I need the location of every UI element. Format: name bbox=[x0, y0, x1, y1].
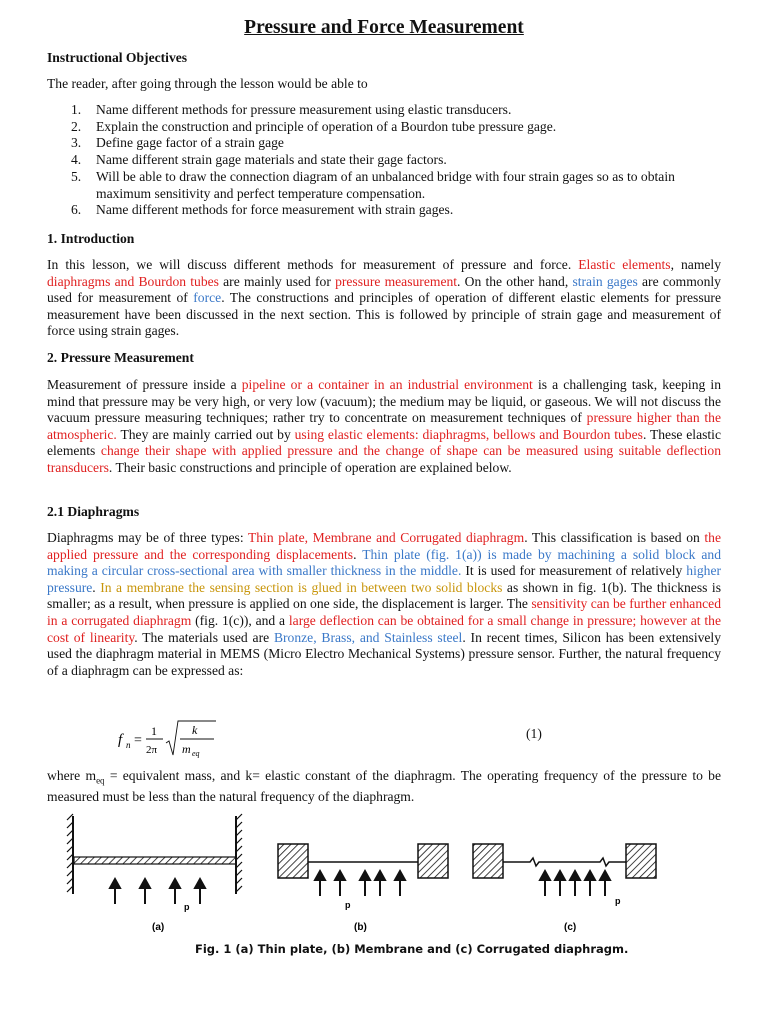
figure-caption: Fig. 1 (a) Thin plate, (b) Membrane and (c) Corrugated diaphragm. bbox=[195, 942, 629, 956]
equation-number: (1) bbox=[526, 726, 542, 741]
diaphragm-figure bbox=[60, 806, 660, 956]
figure-a-thin-plate bbox=[67, 814, 242, 933]
list-text: Name different strain gage materials and state their gage factors. bbox=[96, 152, 447, 168]
figure-c-corrugated bbox=[473, 844, 656, 933]
eq-equals: = bbox=[134, 733, 142, 748]
objectives-heading: Instructional Objectives bbox=[47, 50, 188, 65]
introduction-paragraph: In this lesson, we will discuss different methods for measurement of pressure and force. Elastic elements, namely diaphragms and Bourdon tubes are mainly used for pressure measurement. On the other hand, strain gages are commonly used for measurement of force. The constructions and principles of operation of different elastic elements for pressure measurement have been discussed in the next section. This is followed by principle of strain gage and measurement of force using strain gages. bbox=[47, 257, 721, 339]
list-item bbox=[47, 135, 727, 152]
eq-k: k bbox=[192, 723, 198, 737]
diaphragms-paragraph: Diaphragms may be of three types: Thin plate, Membrane and Corrugated diaphragm. This classification is based on the applied pressure and the corresponding displacements. Thin plate (fig. 1(a)) is made by machining a solid block and making a circular cross-sectional area with smaller thickness in the middle. It is used for measurement of relatively higher pressure. In a membrane the sensing section is glued in between two solid blocks as shown in fig. 1(b). The thickness is smaller; as a result, when pressure is applied on one side, the displacement is larger. The sensitivity can be further enhanced in a corrugated diaphragm (fig. 1(c)), and a large deflection can be obtained for a small change in pressure; however at the cost of linearity. The materials used are Bronze, Brass, and Stainless steel. In recent times, Silicon has been extensively used the diaphragm material in MEMS (Micro Electro Mechanical Systems) pressure sensor. Further, the natural frequency of a diaphragm can be expressed as: bbox=[47, 530, 722, 678]
list-number: 3. bbox=[71, 135, 82, 151]
pressure-paragraph: Measurement of pressure inside a pipeline or a container in an industrial environment is a challenging task, keeping in mind that pressure may be very high, or very low (vacuum); the medium may be liquid, or gaseous. We will not discuss the vacuum pressure measuring techniques; rather try to concentrate on measurement techniques of pressure higher than the atmospheric. They are mainly carried out by using elastic elements: diaphragms, bellows and Bourdon tubes. These elastic elements change their shape with applied pressure and the change of shape can be measured using suitable deflection transducers. Their basic constructions and principle of operation are explained below. bbox=[47, 377, 722, 475]
figure-b-membrane bbox=[278, 844, 448, 933]
list-item bbox=[47, 119, 727, 136]
eq-numerator: 1 bbox=[151, 724, 157, 738]
diaphragms-heading: 2.1 Diaphragms bbox=[47, 504, 140, 519]
pressure-label-b: p bbox=[345, 900, 351, 910]
eq-denominator: 2π bbox=[146, 744, 158, 756]
list-item bbox=[47, 102, 727, 119]
introduction-heading: 1. Introduction bbox=[47, 231, 135, 246]
page-title: Pressure and Force Measurement bbox=[244, 17, 524, 38]
list-text: Name different methods for force measurement with strain gages. bbox=[96, 202, 454, 218]
list-number: 4. bbox=[71, 152, 82, 168]
list-item bbox=[47, 202, 727, 219]
list-text: Define gage factor of a strain gage bbox=[96, 135, 284, 151]
figure-label-b: (b) bbox=[354, 922, 367, 933]
eq-m-sub: eq bbox=[192, 749, 200, 758]
list-text: Name different methods for pressure measurement using elastic transducers. bbox=[96, 102, 512, 117]
eq-lhs: f bbox=[118, 732, 123, 748]
pressure-label-c: p bbox=[615, 896, 621, 906]
list-number: 2. bbox=[71, 118, 82, 134]
list-number: 1. bbox=[71, 102, 82, 117]
list-text: Explain the construction and principle of operation of a Bourdon tube pressure gage. bbox=[96, 118, 557, 134]
list-item bbox=[47, 169, 727, 202]
objectives-intro: The reader, after going through the lesson would be able to bbox=[47, 76, 368, 91]
after-equation-paragraph: where $m_{eq}$ = equivalent mass, and k= elastic constant of the diaphragm. The operating frequency of the pressure to be measured must be less than the natural frequency of the diaphragm. bbox=[47, 768, 722, 805]
list-number: 5. bbox=[71, 168, 82, 184]
pressure-label-a: p bbox=[184, 902, 190, 912]
natural-frequency-equation bbox=[116, 715, 226, 761]
list-number: 6. bbox=[71, 202, 82, 218]
eq-sqrt-sign bbox=[166, 721, 216, 755]
figure-label-c: (c) bbox=[564, 922, 577, 933]
figure-label-a: (a) bbox=[152, 922, 165, 933]
pressure-heading: 2. Pressure Measurement bbox=[47, 350, 194, 365]
list-text: Will be able to draw the connection diagram of an unbalanced bridge with four strain gages so as to obtain maximum sensitivity and perfect temperature compensation. bbox=[96, 168, 675, 201]
list-item bbox=[47, 152, 727, 169]
eq-lhs-sub: n bbox=[126, 740, 131, 750]
eq-m: m bbox=[182, 742, 191, 756]
objectives-list bbox=[47, 102, 727, 219]
